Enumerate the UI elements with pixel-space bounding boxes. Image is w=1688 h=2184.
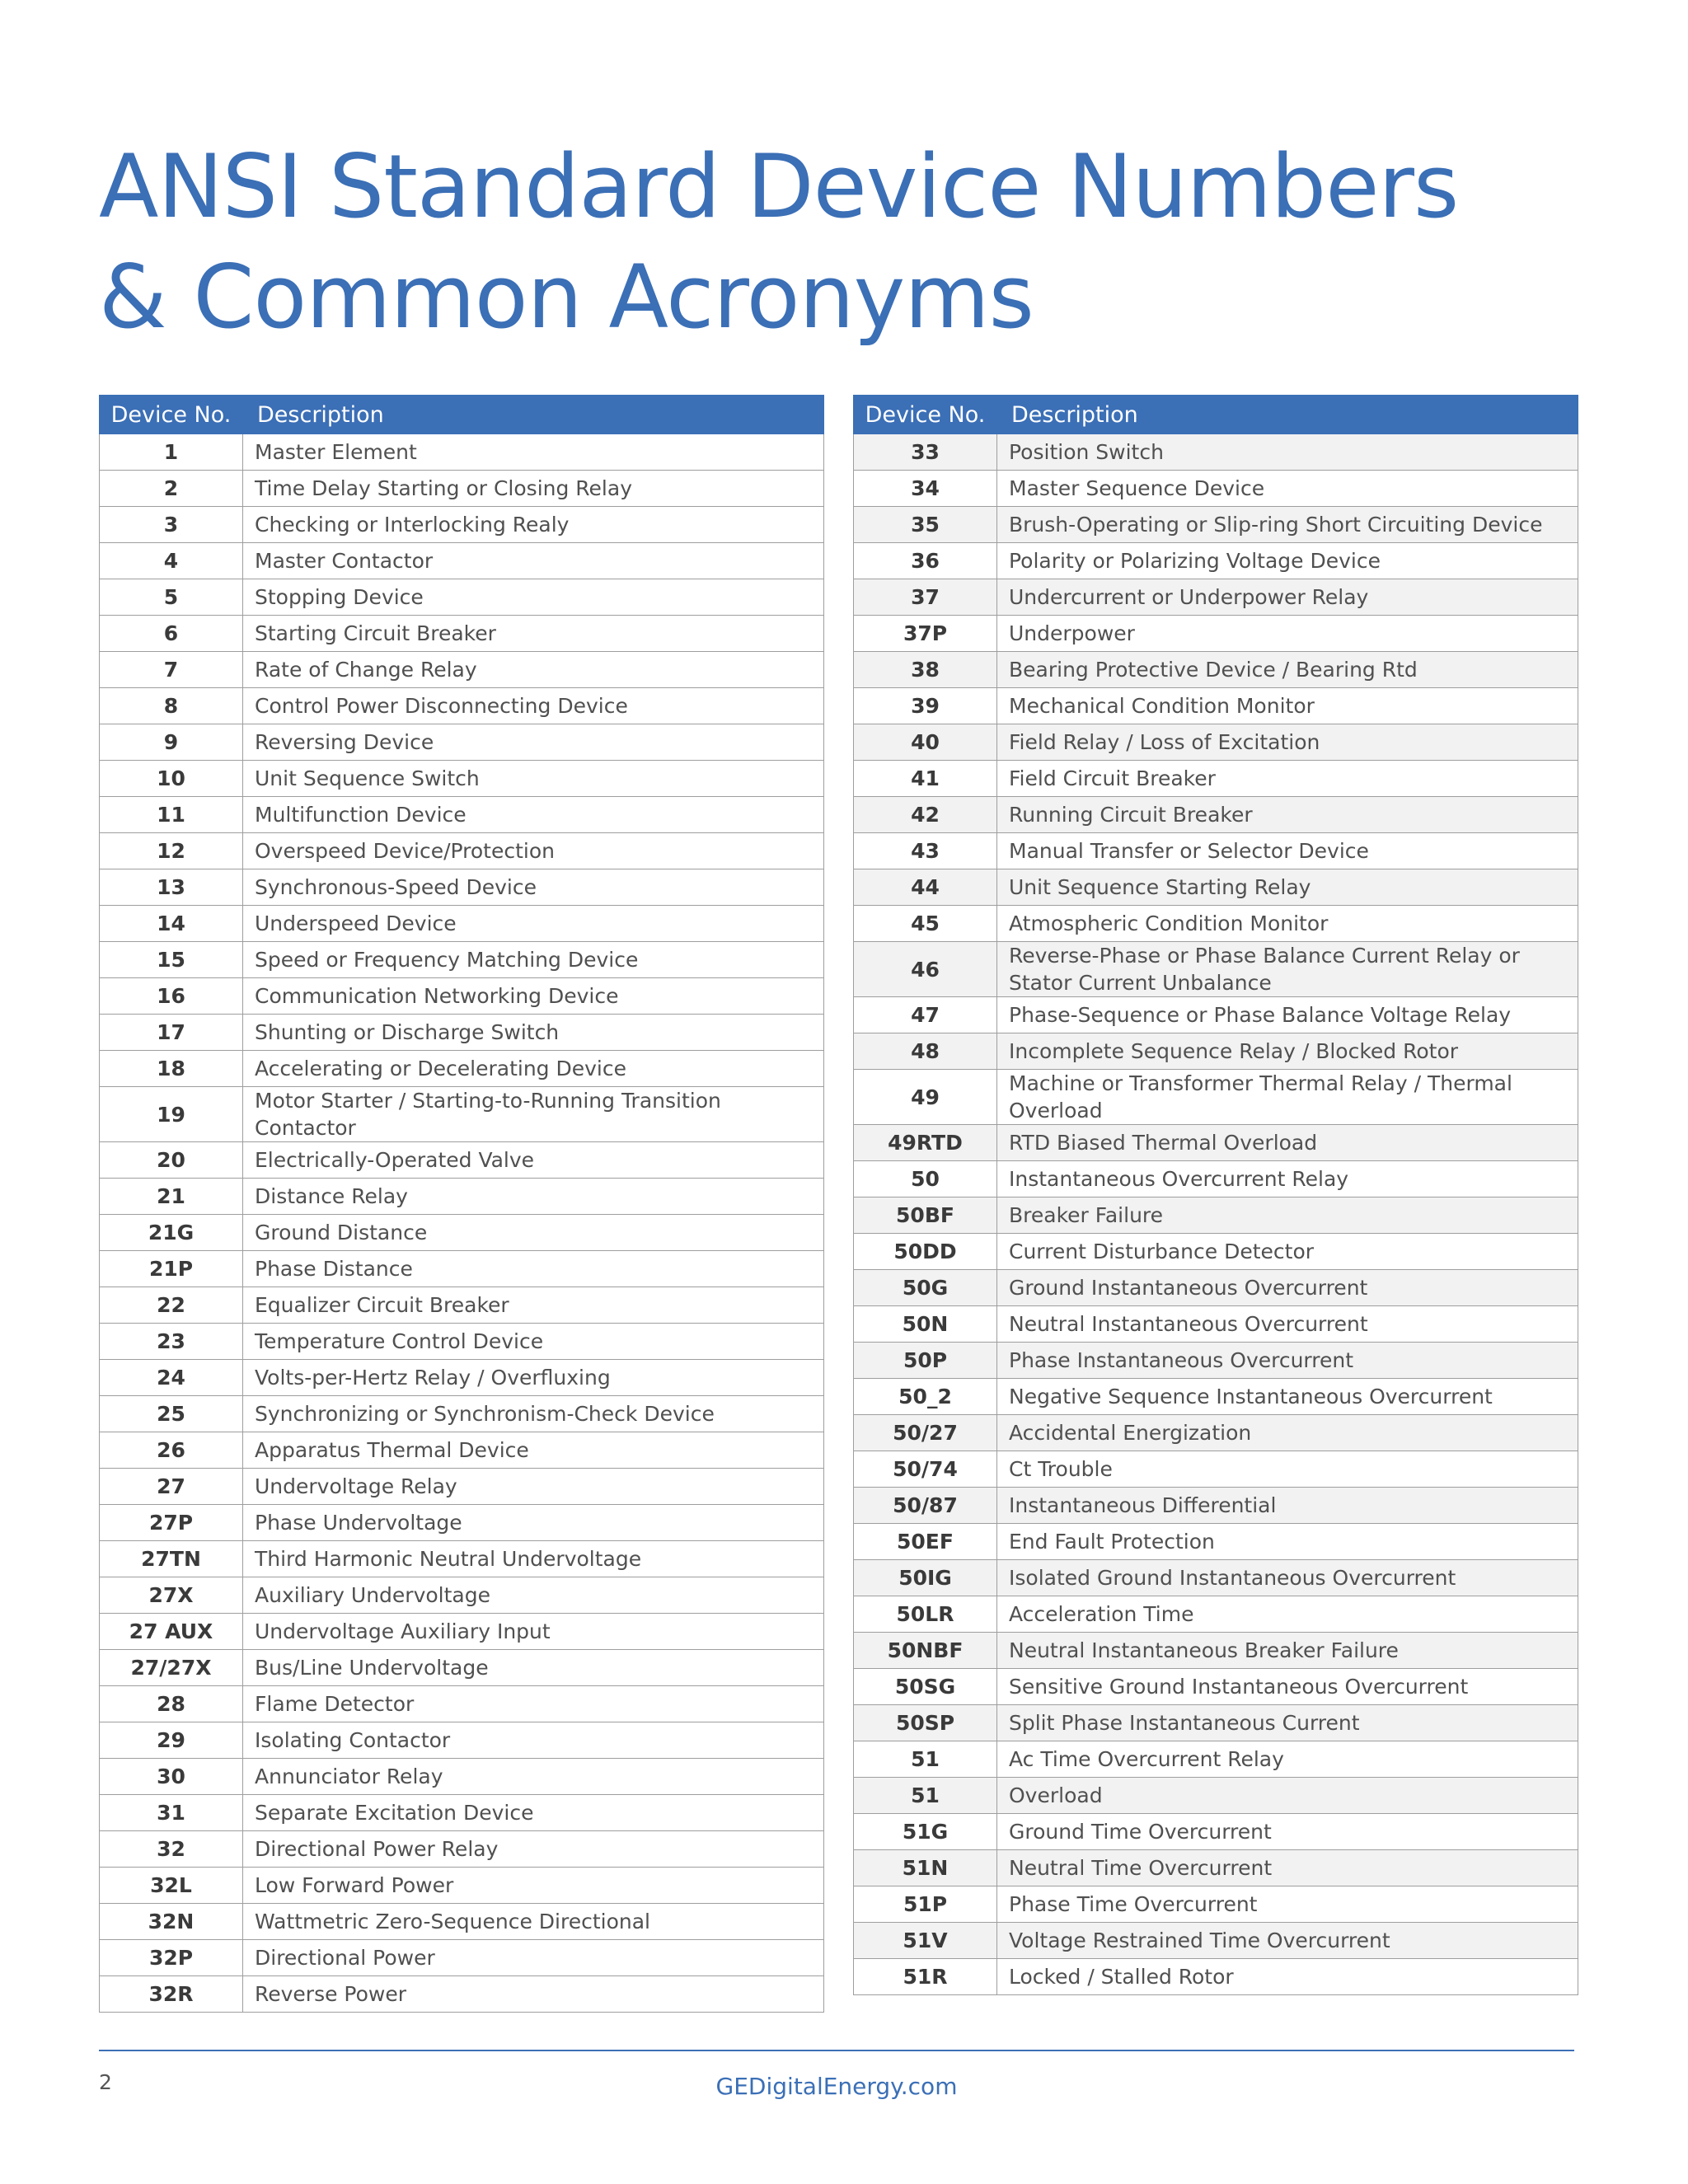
device-description-cell: Checking or Interlocking Realy <box>243 507 824 543</box>
device-description-cell: Reverse-Phase or Phase Balance Current Relay or Stator Current Unbalance <box>997 942 1578 997</box>
page-title-line-1: ANSI Standard Device Numbers <box>99 136 1459 237</box>
device-number-cell: 27P <box>100 1505 243 1541</box>
device-number-cell: 50LR <box>854 1596 997 1633</box>
table-row <box>854 1886 1578 1923</box>
table-row <box>854 724 1578 761</box>
table-row <box>100 616 824 652</box>
device-description-cell: Shunting or Discharge Switch <box>243 1015 824 1051</box>
table-row <box>100 1577 824 1614</box>
device-description-cell: Communication Networking Device <box>243 978 824 1015</box>
table-row <box>854 1343 1578 1379</box>
table-row <box>100 1976 824 2013</box>
table-row <box>854 1959 1578 1995</box>
table-row <box>854 688 1578 724</box>
device-number-cell: 38 <box>854 652 997 688</box>
table-row <box>854 1197 1578 1234</box>
table-row <box>100 543 824 579</box>
device-description-cell: Electrically-Operated Valve <box>243 1142 824 1179</box>
device-description-cell: Wattmetric Zero-Sequence Directional <box>243 1904 824 1940</box>
table-row <box>100 942 824 978</box>
table-row <box>100 1795 824 1831</box>
page-number: 2 <box>99 2070 112 2094</box>
table-row <box>854 434 1578 471</box>
device-description-cell: Bus/Line Undervoltage <box>243 1650 824 1686</box>
table-row <box>854 1741 1578 1778</box>
table-row <box>854 1814 1578 1850</box>
device-description-cell: Instantaneous Overcurrent Relay <box>997 1161 1578 1197</box>
table-row <box>100 471 824 507</box>
device-number-cell: 23 <box>100 1324 243 1360</box>
device-number-cell: 17 <box>100 1015 243 1051</box>
device-number-cell: 30 <box>100 1759 243 1795</box>
device-number-cell: 28 <box>100 1686 243 1722</box>
table-row <box>854 616 1578 652</box>
device-description-cell: Flame Detector <box>243 1686 824 1722</box>
table-row <box>100 1868 824 1904</box>
device-description-cell: Ground Time Overcurrent <box>997 1814 1578 1850</box>
column-header-description: Description <box>997 396 1578 434</box>
device-number-cell: 50SG <box>854 1669 997 1705</box>
device-description-cell: Ground Distance <box>243 1215 824 1251</box>
device-number-cell: 21 <box>100 1179 243 1215</box>
device-number-cell: 50BF <box>854 1197 997 1234</box>
table-row <box>100 797 824 833</box>
table-row <box>854 1033 1578 1070</box>
table-row <box>854 1070 1578 1125</box>
table-row <box>854 652 1578 688</box>
table-row <box>100 906 824 942</box>
device-description-cell: Multifunction Device <box>243 797 824 833</box>
page-title <box>99 132 1458 353</box>
table-row <box>854 1125 1578 1161</box>
device-description-cell: Starting Circuit Breaker <box>243 616 824 652</box>
device-description-cell: Instantaneous Differential <box>997 1488 1578 1524</box>
table-row <box>854 906 1578 942</box>
table-row <box>100 1722 824 1759</box>
device-number-cell: 50/27 <box>854 1415 997 1451</box>
device-number-cell: 7 <box>100 652 243 688</box>
device-number-cell: 26 <box>100 1432 243 1469</box>
device-description-cell: Running Circuit Breaker <box>997 797 1578 833</box>
table-row <box>854 1778 1578 1814</box>
device-number-cell: 29 <box>100 1722 243 1759</box>
table-row <box>854 1705 1578 1741</box>
table-row <box>854 1161 1578 1197</box>
device-number-cell: 51 <box>854 1741 997 1778</box>
device-description-cell: Reversing Device <box>243 724 824 761</box>
device-number-cell: 37P <box>854 616 997 652</box>
table-row <box>854 471 1578 507</box>
device-description-cell: Master Contactor <box>243 543 824 579</box>
device-description-cell: Apparatus Thermal Device <box>243 1432 824 1469</box>
device-number-cell: 50P <box>854 1343 997 1379</box>
device-number-cell: 14 <box>100 906 243 942</box>
table-row <box>100 1360 824 1396</box>
device-description-cell: Overspeed Device/Protection <box>243 833 824 869</box>
device-number-cell: 51 <box>854 1778 997 1814</box>
device-number-cell: 50_2 <box>854 1379 997 1415</box>
device-number-cell: 50EF <box>854 1524 997 1560</box>
footer-url-link[interactable]: GEDigitalEnergy.com <box>715 2073 958 2100</box>
device-number-cell: 25 <box>100 1396 243 1432</box>
table-row <box>854 1596 1578 1633</box>
device-description-cell: Master Sequence Device <box>997 471 1578 507</box>
table-row <box>100 1469 824 1505</box>
table-row <box>100 1541 824 1577</box>
device-number-cell: 37 <box>854 579 997 616</box>
device-number-cell: 51P <box>854 1886 997 1923</box>
device-number-cell: 50N <box>854 1306 997 1343</box>
device-number-cell: 8 <box>100 688 243 724</box>
table-row <box>100 1287 824 1324</box>
column-header-description: Description <box>243 396 824 434</box>
table-row <box>100 724 824 761</box>
device-number-cell: 49 <box>854 1070 997 1125</box>
device-description-cell: Brush-Operating or Slip-ring Short Circuiting Device <box>997 507 1578 543</box>
device-description-cell: Negative Sequence Instantaneous Overcurrent <box>997 1379 1578 1415</box>
device-number-cell: 50SP <box>854 1705 997 1741</box>
table-row <box>100 652 824 688</box>
device-description-cell: Neutral Time Overcurrent <box>997 1850 1578 1886</box>
device-description-cell: Ct Trouble <box>997 1451 1578 1488</box>
device-description-cell: Rate of Change Relay <box>243 652 824 688</box>
device-description-cell: Locked / Stalled Rotor <box>997 1959 1578 1995</box>
device-number-cell: 32 <box>100 1831 243 1868</box>
device-number-cell: 32L <box>100 1868 243 1904</box>
device-number-cell: 1 <box>100 434 243 471</box>
device-number-cell: 27 <box>100 1469 243 1505</box>
table-row <box>854 1524 1578 1560</box>
table-row <box>100 579 824 616</box>
device-description-cell: Time Delay Starting or Closing Relay <box>243 471 824 507</box>
table-row <box>854 579 1578 616</box>
device-number-cell: 3 <box>100 507 243 543</box>
table-row <box>100 1831 824 1868</box>
device-description-cell: Unit Sequence Switch <box>243 761 824 797</box>
device-description-cell: Bearing Protective Device / Bearing Rtd <box>997 652 1578 688</box>
table-row <box>854 997 1578 1033</box>
device-description-cell: Annunciator Relay <box>243 1759 824 1795</box>
column-header-device-no: Device No. <box>854 396 997 434</box>
device-number-cell: 2 <box>100 471 243 507</box>
table-row <box>100 688 824 724</box>
device-number-cell: 45 <box>854 906 997 942</box>
device-description-cell: Split Phase Instantaneous Current <box>997 1705 1578 1741</box>
table-row <box>100 1505 824 1541</box>
device-description-cell: Phase Distance <box>243 1251 824 1287</box>
device-number-cell: 9 <box>100 724 243 761</box>
device-number-cell: 20 <box>100 1142 243 1179</box>
table-row <box>100 833 824 869</box>
device-number-cell: 41 <box>854 761 997 797</box>
table-row <box>854 1270 1578 1306</box>
device-number-cell: 50 <box>854 1161 997 1197</box>
device-number-cell: 50IG <box>854 1560 997 1596</box>
device-number-cell: 50NBF <box>854 1633 997 1669</box>
device-description-cell: Reverse Power <box>243 1976 824 2013</box>
device-description-cell: Accidental Energization <box>997 1415 1578 1451</box>
device-number-cell: 40 <box>854 724 997 761</box>
table-row <box>854 761 1578 797</box>
device-number-cell: 42 <box>854 797 997 833</box>
device-description-cell: Mechanical Condition Monitor <box>997 688 1578 724</box>
table-row <box>854 1488 1578 1524</box>
device-description-cell: Phase Time Overcurrent <box>997 1886 1578 1923</box>
device-number-cell: 47 <box>854 997 997 1033</box>
column-header-device-no: Device No. <box>100 396 243 434</box>
device-description-cell: Directional Power Relay <box>243 1831 824 1868</box>
device-description-cell: Synchronous-Speed Device <box>243 869 824 906</box>
table-row <box>100 1432 824 1469</box>
device-number-cell: 50/87 <box>854 1488 997 1524</box>
table-row <box>854 1923 1578 1959</box>
table-row <box>854 1306 1578 1343</box>
device-description-cell: Stopping Device <box>243 579 824 616</box>
device-number-cell: 33 <box>854 434 997 471</box>
device-number-cell: 39 <box>854 688 997 724</box>
device-description-cell: Voltage Restrained Time Overcurrent <box>997 1923 1578 1959</box>
table-row <box>854 507 1578 543</box>
device-description-cell: RTD Biased Thermal Overload <box>997 1125 1578 1161</box>
device-description-cell: Accelerating or Decelerating Device <box>243 1051 824 1087</box>
device-description-cell: Phase Instantaneous Overcurrent <box>997 1343 1578 1379</box>
table-row <box>100 1215 824 1251</box>
table-row <box>100 1179 824 1215</box>
device-number-cell: 51V <box>854 1923 997 1959</box>
device-description-cell: Temperature Control Device <box>243 1324 824 1360</box>
table-row <box>100 869 824 906</box>
device-description-cell: Equalizer Circuit Breaker <box>243 1287 824 1324</box>
device-number-cell: 34 <box>854 471 997 507</box>
device-number-cell: 13 <box>100 869 243 906</box>
device-description-cell: Current Disturbance Detector <box>997 1234 1578 1270</box>
device-number-cell: 22 <box>100 1287 243 1324</box>
device-number-cell: 6 <box>100 616 243 652</box>
table-row <box>854 833 1578 869</box>
device-description-cell: Neutral Instantaneous Overcurrent <box>997 1306 1578 1343</box>
device-description-cell: Directional Power <box>243 1940 824 1976</box>
device-description-cell: Separate Excitation Device <box>243 1795 824 1831</box>
device-description-cell: Sensitive Ground Instantaneous Overcurrent <box>997 1669 1578 1705</box>
table-header-row <box>100 396 824 434</box>
device-number-cell: 43 <box>854 833 997 869</box>
table-row <box>854 1379 1578 1415</box>
device-number-cell: 50/74 <box>854 1451 997 1488</box>
table-row <box>100 1142 824 1179</box>
table-row <box>100 1015 824 1051</box>
device-number-cell: 48 <box>854 1033 997 1070</box>
device-number-cell: 5 <box>100 579 243 616</box>
device-number-cell: 51G <box>854 1814 997 1850</box>
table-header-row <box>854 396 1578 434</box>
device-number-cell: 27TN <box>100 1541 243 1577</box>
table-row <box>854 797 1578 833</box>
device-description-cell: Phase-Sequence or Phase Balance Voltage Relay <box>997 997 1578 1033</box>
device-table-right <box>853 395 1578 1995</box>
device-number-cell: 27X <box>100 1577 243 1614</box>
device-table-left <box>99 395 824 2013</box>
device-description-cell: Machine or Transformer Thermal Relay / Thermal Overload <box>997 1070 1578 1125</box>
device-description-cell: Low Forward Power <box>243 1868 824 1904</box>
device-description-cell: Synchronizing or Synchronism-Check Device <box>243 1396 824 1432</box>
table-row <box>100 1759 824 1795</box>
device-description-cell: Isolated Ground Instantaneous Overcurrent <box>997 1560 1578 1596</box>
table-row <box>854 942 1578 997</box>
table-row <box>854 1415 1578 1451</box>
device-description-cell: Neutral Instantaneous Breaker Failure <box>997 1633 1578 1669</box>
footer-divider <box>99 2050 1574 2051</box>
device-description-cell: Acceleration Time <box>997 1596 1578 1633</box>
device-number-cell: 27 AUX <box>100 1614 243 1650</box>
device-number-cell: 32N <box>100 1904 243 1940</box>
device-number-cell: 10 <box>100 761 243 797</box>
table-row <box>100 1614 824 1650</box>
device-description-cell: Field Relay / Loss of Excitation <box>997 724 1578 761</box>
device-number-cell: 51R <box>854 1959 997 1995</box>
device-description-cell: Control Power Disconnecting Device <box>243 688 824 724</box>
device-number-cell: 19 <box>100 1087 243 1142</box>
device-description-cell: Overload <box>997 1778 1578 1814</box>
device-description-cell: Third Harmonic Neutral Undervoltage <box>243 1541 824 1577</box>
device-number-cell: 15 <box>100 942 243 978</box>
device-description-cell: Unit Sequence Starting Relay <box>997 869 1578 906</box>
table-row <box>854 869 1578 906</box>
table-row <box>100 1087 824 1142</box>
table-row <box>854 1633 1578 1669</box>
table-row <box>100 1324 824 1360</box>
device-description-cell: Ground Instantaneous Overcurrent <box>997 1270 1578 1306</box>
table-row <box>854 543 1578 579</box>
device-description-cell: Isolating Contactor <box>243 1722 824 1759</box>
table-row <box>854 1850 1578 1886</box>
device-number-cell: 36 <box>854 543 997 579</box>
table-row <box>100 1686 824 1722</box>
table-row <box>100 1396 824 1432</box>
device-description-cell: Undervoltage Auxiliary Input <box>243 1614 824 1650</box>
device-description-cell: Ac Time Overcurrent Relay <box>997 1741 1578 1778</box>
table-row <box>100 507 824 543</box>
device-number-cell: 11 <box>100 797 243 833</box>
device-number-cell: 21P <box>100 1251 243 1287</box>
device-number-cell: 27/27X <box>100 1650 243 1686</box>
table-row <box>100 1051 824 1087</box>
device-description-cell: Position Switch <box>997 434 1578 471</box>
table-row <box>100 978 824 1015</box>
device-number-cell: 50G <box>854 1270 997 1306</box>
device-number-cell: 24 <box>100 1360 243 1396</box>
table-row <box>100 434 824 471</box>
page-title-line-2: & Common Acronyms <box>99 246 1034 348</box>
device-number-cell: 18 <box>100 1051 243 1087</box>
device-number-cell: 16 <box>100 978 243 1015</box>
device-number-cell: 12 <box>100 833 243 869</box>
device-description-cell: Underpower <box>997 616 1578 652</box>
device-description-cell: Distance Relay <box>243 1179 824 1215</box>
device-description-cell: Phase Undervoltage <box>243 1505 824 1541</box>
device-number-cell: 49RTD <box>854 1125 997 1161</box>
device-number-cell: 32R <box>100 1976 243 2013</box>
table-row <box>854 1234 1578 1270</box>
table-row <box>100 1904 824 1940</box>
device-description-cell: Incomplete Sequence Relay / Blocked Rotor <box>997 1033 1578 1070</box>
device-description-cell: Atmospheric Condition Monitor <box>997 906 1578 942</box>
table-row <box>854 1669 1578 1705</box>
device-description-cell: Motor Starter / Starting-to-Running Transition Contactor <box>243 1087 824 1142</box>
table-row <box>100 1251 824 1287</box>
device-description-cell: Polarity or Polarizing Voltage Device <box>997 543 1578 579</box>
device-number-cell: 21G <box>100 1215 243 1251</box>
device-number-cell: 50DD <box>854 1234 997 1270</box>
device-description-cell: Speed or Frequency Matching Device <box>243 942 824 978</box>
device-number-cell: 31 <box>100 1795 243 1831</box>
device-description-cell: Underspeed Device <box>243 906 824 942</box>
device-description-cell: Volts-per-Hertz Relay / Overfluxing <box>243 1360 824 1396</box>
device-number-cell: 4 <box>100 543 243 579</box>
device-description-cell: Auxiliary Undervoltage <box>243 1577 824 1614</box>
device-description-cell: Master Element <box>243 434 824 471</box>
device-description-cell: Undervoltage Relay <box>243 1469 824 1505</box>
device-number-cell: 44 <box>854 869 997 906</box>
table-row <box>100 761 824 797</box>
table-row <box>854 1560 1578 1596</box>
device-number-cell: 35 <box>854 507 997 543</box>
device-number-cell: 51N <box>854 1850 997 1886</box>
table-row <box>854 1451 1578 1488</box>
device-description-cell: Undercurrent or Underpower Relay <box>997 579 1578 616</box>
table-row <box>100 1650 824 1686</box>
device-description-cell: Breaker Failure <box>997 1197 1578 1234</box>
device-description-cell: End Fault Protection <box>997 1524 1578 1560</box>
device-number-cell: 32P <box>100 1940 243 1976</box>
device-description-cell: Field Circuit Breaker <box>997 761 1578 797</box>
device-number-cell: 46 <box>854 942 997 997</box>
device-description-cell: Manual Transfer or Selector Device <box>997 833 1578 869</box>
table-row <box>100 1940 824 1976</box>
